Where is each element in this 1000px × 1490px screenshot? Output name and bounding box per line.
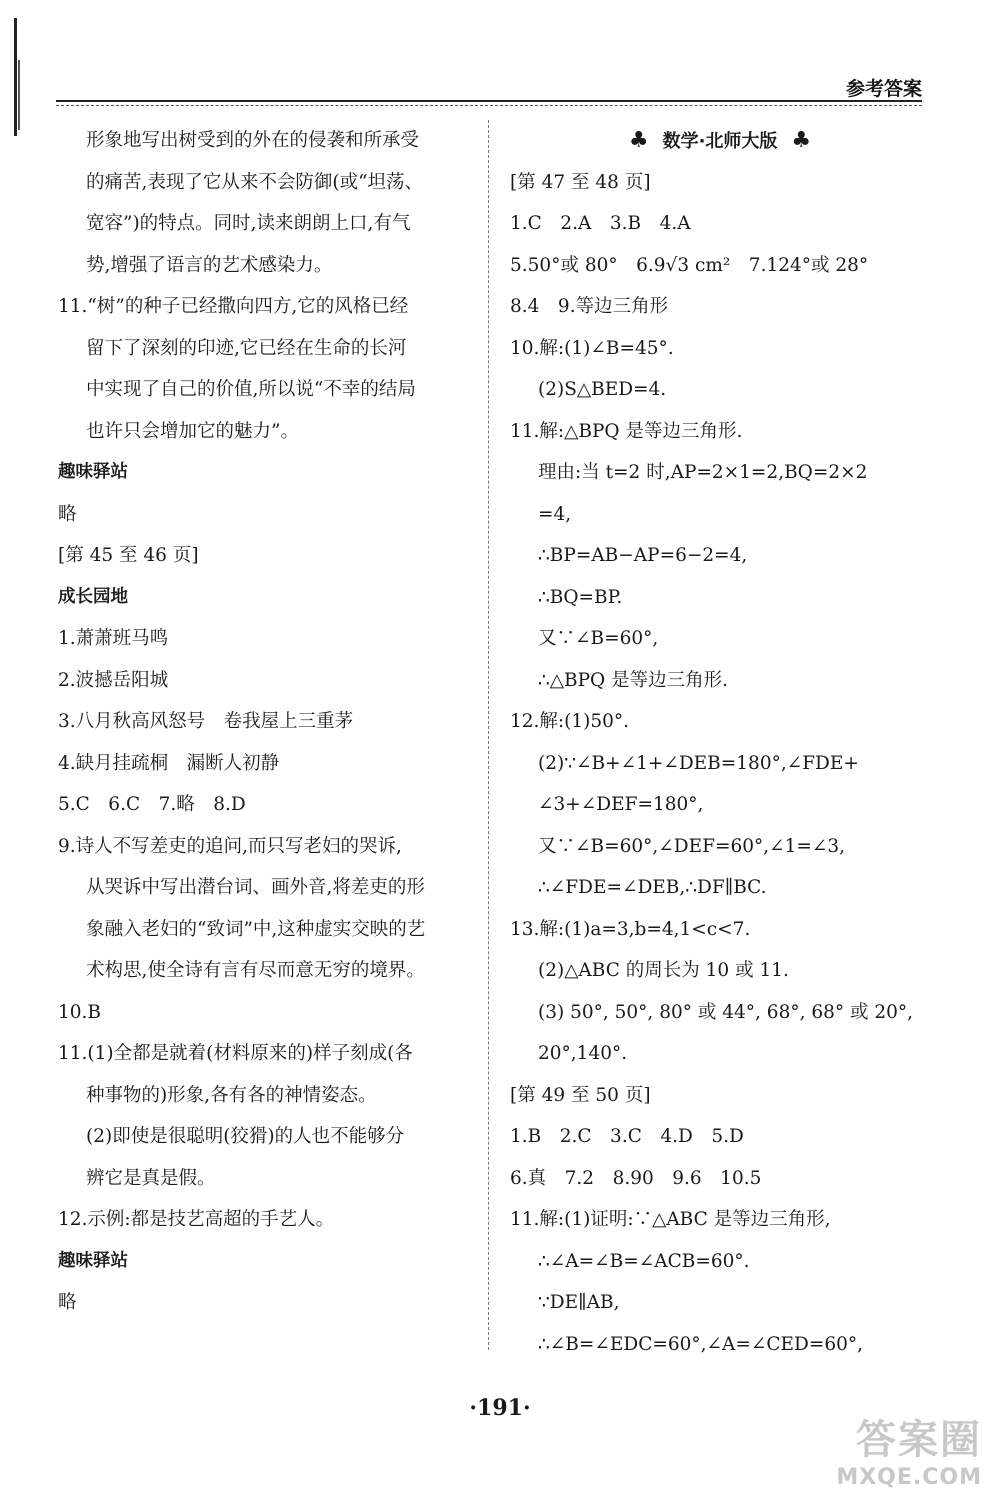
answer-line: 理由:当 t=2 时,AP=2×1=2,BQ=2×2	[538, 462, 868, 483]
binding-mark	[14, 18, 17, 136]
answer-line: [第 47 至 48 页]	[510, 171, 651, 193]
left-column	[58, 120, 473, 1324]
answer-line: 5.C 6.C 7.略 8.D	[58, 794, 246, 815]
answer-line: 1.B 2.C 3.C 4.D 5.D	[510, 1126, 744, 1147]
answer-line: ∴BP=AB−AP=6−2=4,	[538, 545, 748, 566]
answer-line: 1.萧萧班马鸣	[58, 628, 169, 649]
answer-line: 从哭诉中写出潜台词、画外音,将差吏的形	[86, 877, 425, 898]
club-icon: ♣	[791, 128, 812, 153]
answer-line: ∴∠A=∠B=∠ACB=60°.	[538, 1250, 750, 1272]
watermark-logo	[836, 1408, 982, 1490]
answer-line: 中实现了自己的价值,所以说“不幸的结局	[86, 379, 416, 400]
header-rule	[56, 100, 922, 102]
answer-line: 略	[58, 1292, 77, 1313]
section-label: 成长园地	[58, 586, 128, 607]
answer-line: [第 45 至 46 页]	[58, 545, 199, 566]
answer-line: 11.(1)全都是就着(材料原来的)样子刻成(各	[58, 1043, 413, 1064]
answer-line: 9.诗人不写差吏的追问,而只写老妇的哭诉,	[58, 835, 402, 857]
answer-line: 6.真 7.2 8.90 9.6 10.5	[510, 1167, 762, 1189]
right-column	[510, 120, 930, 1365]
answer-line: 3.八月秋高风怒号 卷我屋上三重茅	[58, 711, 354, 732]
answer-line: 11.解:(1)证明:∵△ABC 是等边三角形,	[510, 1209, 831, 1230]
page-number: ·191·	[469, 1395, 531, 1421]
answer-line: 12.示例:都是技艺高超的手艺人。	[58, 1209, 335, 1230]
section-label: 趣味驿站	[58, 462, 128, 482]
answer-line: 11.解:△BPQ 是等边三角形.	[510, 420, 743, 442]
binding-mark-inner	[18, 60, 20, 130]
answer-line: ∠3+∠DEF=180°,	[538, 794, 704, 815]
section-heading	[510, 120, 930, 162]
answer-line: (2)即使是很聪明(狡猾)的人也不能够分	[86, 1126, 405, 1147]
answer-line: ∴△BPQ 是等边三角形.	[538, 669, 728, 691]
answer-line: 也许只会增加它的魅力”。	[86, 420, 299, 442]
answer-line: 10.解:(1)∠B=45°.	[510, 337, 674, 359]
answer-line: ∴∠B=∠EDC=60°,∠A=∠CED=60°,	[538, 1333, 864, 1355]
answer-line: 又∵∠B=60°,∠DEF=60°,∠1=∠3,	[538, 835, 846, 857]
page-header-title: 参考答案	[845, 78, 922, 100]
answer-line: 1.C 2.A 3.B 4.A	[510, 213, 691, 234]
answer-line: (2)△ABC 的周长为 10 或 11.	[538, 960, 789, 981]
answer-line: 12.解:(1)50°.	[510, 711, 630, 732]
answer-line: (2)S△BED=4.	[538, 379, 667, 400]
answer-line: 象融入老妇的“致词”中,这种虚实交映的艺	[86, 918, 426, 940]
answer-line: 又∵∠B=60°,	[538, 628, 659, 649]
answer-line: 的痛苦,表现了它从来不会防御(或“坦荡、	[86, 171, 424, 193]
answer-line: ∴∠FDE=∠DEB,∴DF∥BC.	[538, 877, 767, 898]
answer-line: 留下了深刻的印迹,它已经在生命的长河	[86, 337, 407, 359]
answer-line: ∴BQ=BP.	[538, 586, 623, 608]
answer-line: 13.解:(1)a=3,b=4,1<c<7.	[510, 918, 751, 940]
answer-line: (3) 50°, 50°, 80° 或 44°, 68°, 68° 或 20°,	[538, 1001, 914, 1023]
answer-line: 8.4 9.等边三角形	[510, 296, 669, 317]
answer-line: 2.波撼岳阳城	[58, 669, 169, 691]
answer-line: 术构思,使全诗有言有尽而意无穷的境界。	[86, 960, 425, 981]
answer-line: [第 49 至 50 页]	[510, 1084, 651, 1106]
answer-line: 略	[58, 503, 77, 525]
answer-line: =4,	[538, 503, 572, 525]
answer-line: ∵DE∥AB,	[538, 1292, 620, 1313]
watermark-url: MXQE.COM	[836, 1465, 982, 1490]
section-title: 数学·北师大版	[662, 131, 778, 152]
watermark-text: 答案圈	[856, 1417, 982, 1463]
answer-line: 势,增强了语言的艺术感染力。	[86, 254, 333, 276]
answer-line: 20°,140°.	[538, 1043, 628, 1064]
answer-line: 形象地写出树受到的外在的侵袭和所承受	[86, 130, 420, 151]
column-divider	[488, 120, 489, 1350]
club-icon: ♣	[628, 128, 649, 153]
answer-line: 4.缺月挂疏桐 漏断人初静	[58, 752, 280, 774]
answer-line: 种事物的)形象,各有各的神情姿态。	[86, 1084, 377, 1106]
answer-line: 5.50°或 80° 6.9√3 cm² 7.124°或 28°	[510, 254, 869, 276]
answer-line: 辨它是真是假。	[86, 1167, 216, 1189]
answer-line: (2)∵∠B+∠1+∠DEB=180°,∠FDE+	[538, 752, 859, 774]
answer-line: 11.“树”的种子已经撒向四方,它的风格已经	[58, 296, 409, 317]
answer-line: 宽容”)的特点。同时,读来朗朗上口,有气	[86, 213, 411, 234]
section-label: 趣味驿站	[58, 1250, 128, 1271]
answer-line: 10.B	[58, 1001, 102, 1023]
right-column-lines	[510, 162, 930, 1366]
header-rule-dashed	[56, 105, 922, 106]
